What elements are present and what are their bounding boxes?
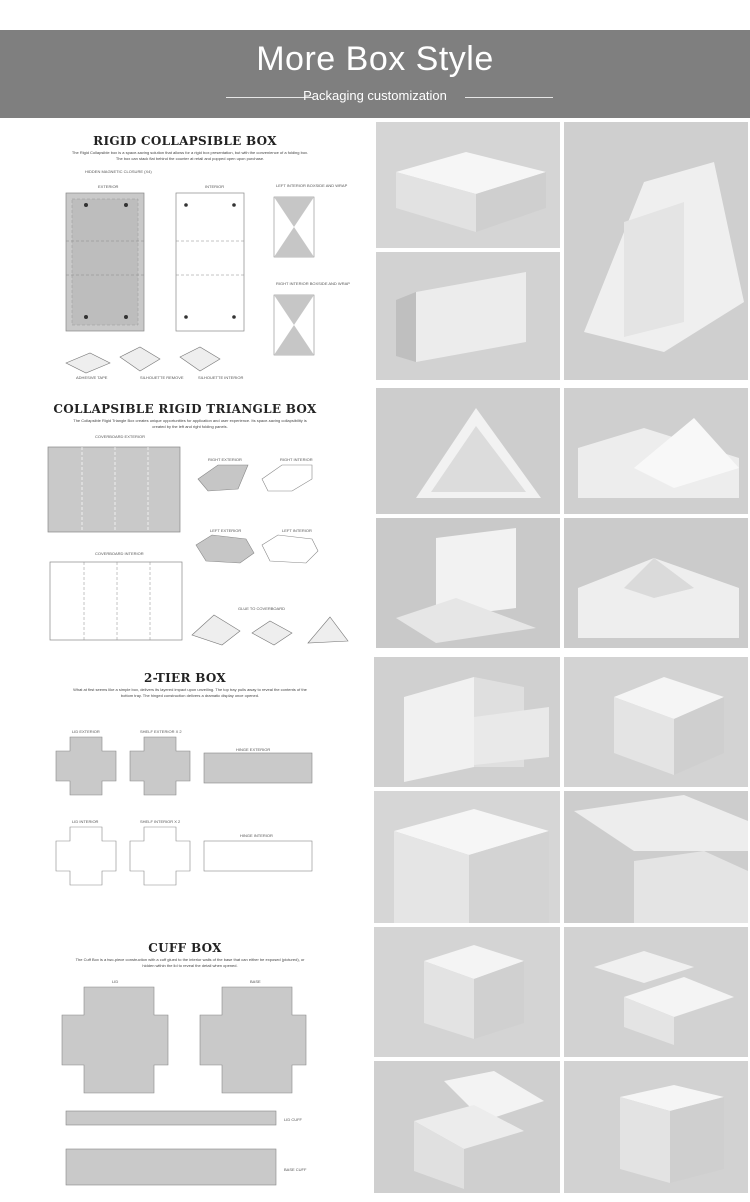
box-photo (374, 1061, 560, 1193)
diagram-label: RIGHT EXTERIOR (208, 457, 242, 462)
diagram-label: RIGHT INTERIOR BOXSIDE AND WRAP (276, 281, 350, 286)
diagram-label: LID EXTERIOR (72, 729, 100, 734)
section-description: The Rigid Collapsible box is a space-saving solution that allows for a rigid box presentation, but with the convenience of a folding box. The box can stack flat behind the counter at retail and popped open upon purchase. (71, 150, 309, 161)
page-subtitle: Packaging customization (303, 88, 447, 103)
diagram-label: BASE (250, 979, 261, 984)
diagram-label: INTERIOR (205, 184, 225, 189)
section-title: CUFF BOX (148, 941, 222, 955)
diagram-label: LID INTERIOR (72, 819, 99, 824)
box-photo (564, 1061, 748, 1193)
diagram-label: SILHOUETTE REMOVE (140, 375, 184, 380)
box-photo (564, 791, 748, 923)
diagram-label: RIGHT INTERIOR (280, 457, 313, 462)
section-2-tier-box (0, 665, 370, 925)
diagram-label: GLUE TO COVERBOARD (238, 606, 285, 611)
diagram-label: HIDDEN MAGNETIC CLOSURE (X4) (85, 169, 152, 174)
diagram-label: SILHOUETTE INTERIOR (198, 375, 244, 380)
section-title: 2-TIER BOX (143, 671, 227, 685)
section-cuff-box (0, 935, 370, 1197)
section-title: RIGID COLLAPSIBLE BOX (93, 134, 277, 148)
box-photo (564, 388, 748, 514)
diagram-label: COVERBOARD INTERIOR (95, 551, 144, 556)
diagram-label: COVERBOARD EXTERIOR (95, 434, 146, 439)
section-triangle-box (0, 395, 370, 655)
section-description: The Cuff Box is a two-piece construction with a cuff glued to the interior walls of the base that can either be exposed (pictured), or hidden within the lid to reveal the detail when opened. (75, 957, 305, 968)
diagram-label: LEFT INTERIOR BOXSIDE AND WRAP (276, 183, 348, 188)
diagram-label: SHELF INTERIOR X 2 (140, 819, 181, 824)
divider-right (465, 97, 553, 98)
diagram-label: BASE CUFF (284, 1167, 307, 1172)
header-banner (0, 30, 750, 118)
dieline-2-tier-box (0, 665, 370, 925)
diagram-label: LEFT EXTERIOR (210, 528, 242, 533)
dieline-rigid-collapsible (0, 125, 370, 385)
diagram-label: EXTERIOR (98, 184, 119, 189)
box-photo (564, 927, 748, 1057)
box-photo (376, 388, 560, 514)
box-photo (564, 657, 748, 787)
diagram-label: HINGE INTERIOR (240, 833, 273, 838)
box-photo (374, 657, 560, 787)
section-title: COLLAPSIBLE RIGID TRIANGLE BOX (53, 402, 317, 416)
box-photo (374, 927, 560, 1057)
section-rigid-collapsible (0, 125, 370, 385)
dieline-triangle-box (0, 395, 370, 655)
box-photo (376, 252, 560, 380)
diagram-label: LID CUFF (284, 1117, 302, 1122)
diagram-label: LEFT INTERIOR (282, 528, 312, 533)
dieline-cuff-box (0, 935, 370, 1197)
box-photo (564, 122, 748, 380)
box-photo (374, 791, 560, 923)
section-description: What at first seems like a simple box, delivers its layered impact upon unveiling. The top tray pulls away to reveal the contents of the bottom tray. The hinged construction delivers a dramatic display once opened. (73, 687, 307, 698)
diagram-label: HINGE EXTERIOR (236, 747, 271, 752)
box-photo (376, 518, 560, 648)
diagram-label: LID (112, 979, 119, 984)
box-photo (564, 518, 748, 648)
diagram-label: SHELF EXTERIOR X 2 (140, 729, 182, 734)
box-photo (376, 122, 560, 248)
page-title: More Box Style (256, 40, 494, 78)
diagram-label: ADHESIVE TAPE (76, 375, 108, 380)
section-description: The Collapsible Rigid Triangle Box creates unique opportunities for application and user experience. Its space-saving collapsibility is created by the left and right folding panels. (73, 418, 307, 429)
